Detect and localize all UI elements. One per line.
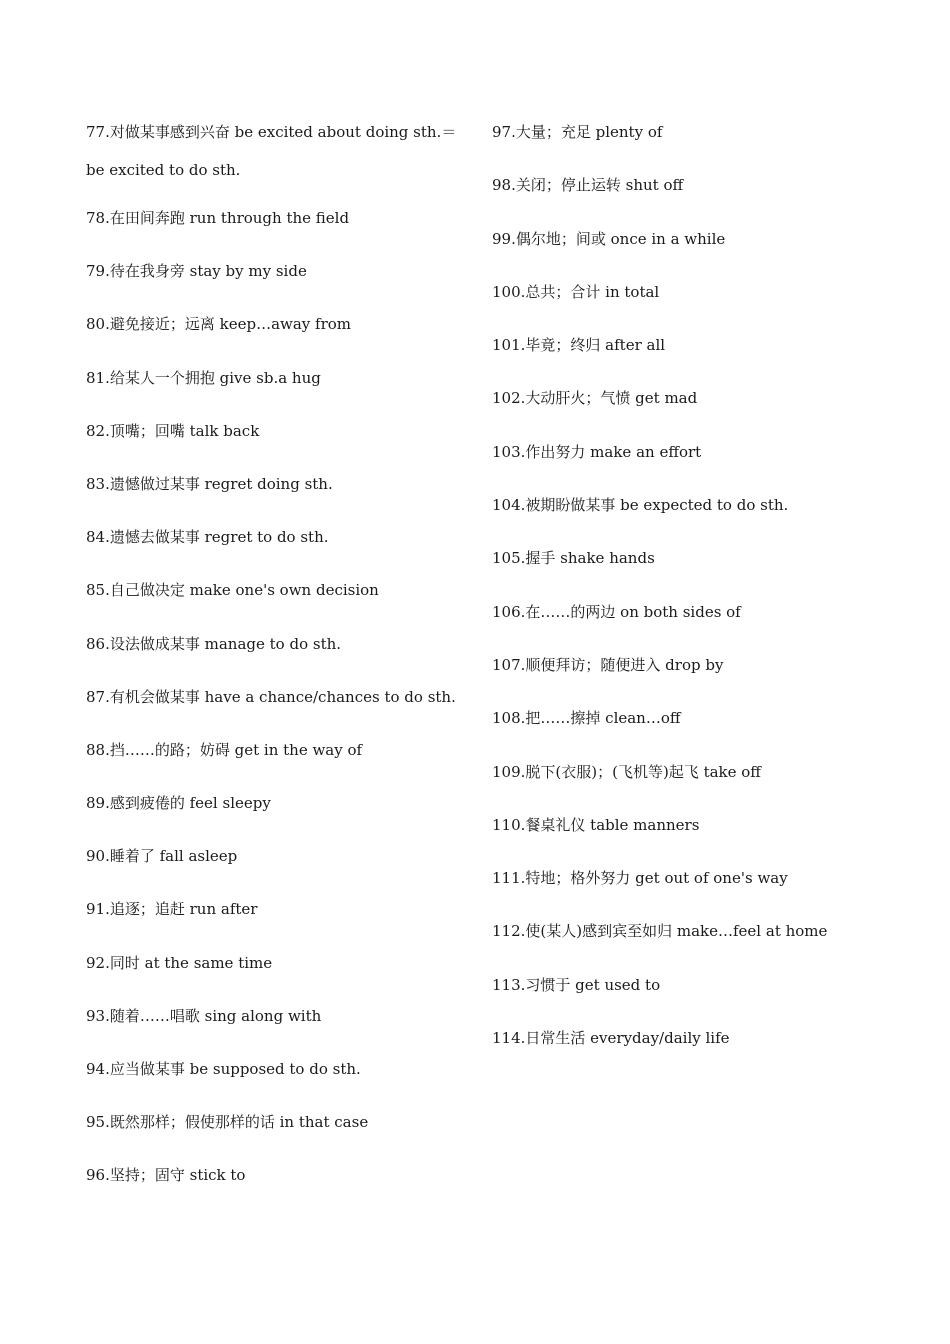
phrase-entry-89: 89.感到疲倦的 feel sleepy xyxy=(86,794,271,813)
phrase-entry-108: 108.把……擦掉 clean…off xyxy=(492,709,681,728)
phrase-entry-102: 102.大动肝火；气愤 get mad xyxy=(492,389,698,408)
phrase-entry-87: 87.有机会做某事 have a chance/chances to do sth. xyxy=(86,687,456,706)
phrase-entry-104: 104.被期盼做某事 be expected to do sth. xyxy=(492,496,789,515)
right-phrase-column xyxy=(492,118,912,1077)
phrase-entry-105: 105.握手 shake hands xyxy=(492,549,655,568)
phrase-entry-92: 92.同时 at the same time xyxy=(86,953,273,972)
phrase-entry-101: 101.毕竟；终归 after all xyxy=(492,336,666,355)
phrase-entry-106: 106.在……的两边 on both sides of xyxy=(492,602,741,621)
phrase-entry-86: 86.设法做成某事 manage to do sth. xyxy=(86,634,342,653)
phrase-entry-114: 114.日常生活 everyday/daily life xyxy=(492,1029,730,1048)
phrase-entry-100: 100.总共；合计 in total xyxy=(492,282,660,301)
phrase-entry-107: 107.顺便拜访；随便进入 drop by xyxy=(492,655,724,674)
phrase-entry-90: 90.睡着了 fall asleep xyxy=(86,847,238,866)
phrase-entry-111: 111.特地；格外努力 get out of one's way xyxy=(492,869,788,888)
phrase-entry-95: 95.既然那样；假使那样的话 in that case xyxy=(86,1113,369,1132)
phrase-entry-96: 96.坚持；固守 stick to xyxy=(86,1166,246,1185)
phrase-entry-112: 112.使(某人)感到宾至如归 make…feel at home xyxy=(492,922,828,941)
phrase-entry-88: 88.挡……的路；妨碍 get in the way of xyxy=(86,740,363,759)
phrase-entry-103: 103.作出努力 make an effort xyxy=(492,442,702,461)
phrase-entry-91: 91.追逐；追赶 run after xyxy=(86,900,258,919)
phrase-entry-79: 79.待在我身旁 stay by my side xyxy=(86,262,307,281)
phrase-entry-83: 83.遗憾做过某事 regret doing sth. xyxy=(86,474,333,493)
phrase-entry-85: 85.自己做决定 make one's own decision xyxy=(86,581,379,600)
phrase-entry-110: 110.餐桌礼仪 table manners xyxy=(492,815,700,834)
phrase-entry-97: 97.大量；充足 plenty of xyxy=(492,123,663,141)
phrase-entry-84: 84.遗憾去做某事 regret to do sth. xyxy=(86,528,329,547)
phrase-entry-99: 99.偶尔地；间或 once in a while xyxy=(492,229,726,248)
phrase-entry-93: 93.随着……唱歌 sing along with xyxy=(86,1006,322,1025)
phrase-entry-77: 77.对做某事感到兴奋 be excited about doing sth.＝be excited to do sth. xyxy=(86,123,457,179)
phrase-entry-82: 82.顶嘴；回嘴 talk back xyxy=(86,421,260,440)
phrase-entry-94: 94.应当做某事 be supposed to do sth. xyxy=(86,1060,361,1078)
phrase-entry-81: 81.给某人一个拥抱 give sb.a hug xyxy=(86,368,321,387)
phrase-entry-113: 113.习惯于 get used to xyxy=(492,975,661,994)
phrase-entry-78: 78.在田间奔跑 run through the field xyxy=(86,209,350,227)
phrase-entry-80: 80.避免接近；远离 keep…away from xyxy=(86,315,352,334)
phrase-entry-109: 109.脱下(衣服)；(飞机等)起飞 take off xyxy=(492,762,761,781)
phrase-entry-98: 98.关闭；停止运转 shut off xyxy=(492,176,684,195)
left-phrase-column xyxy=(86,118,466,1215)
